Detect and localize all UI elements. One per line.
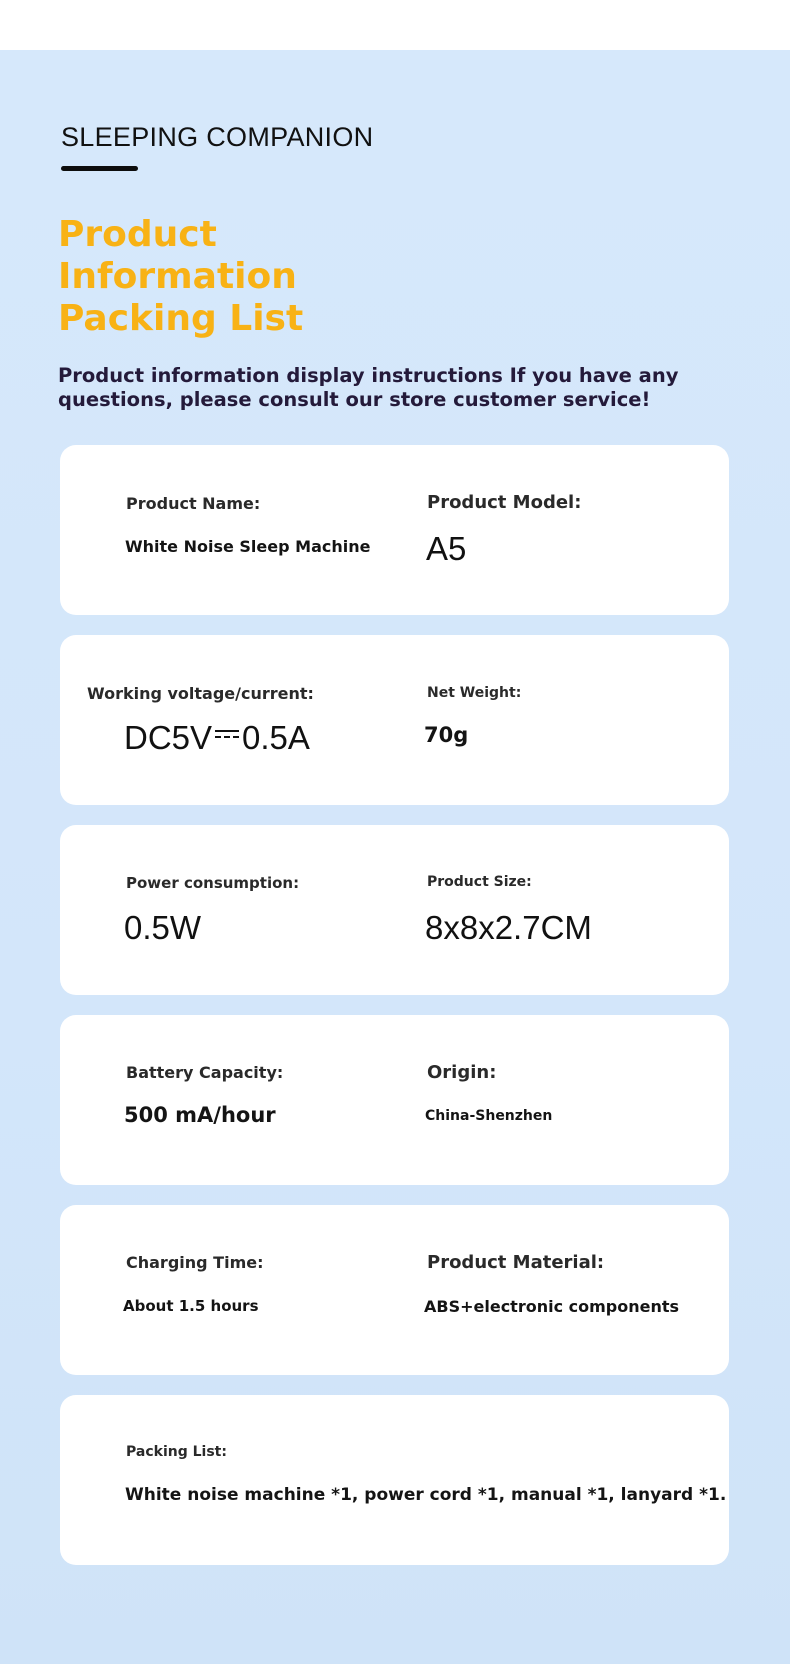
spec-card-voltage-weight [60, 635, 729, 805]
packing-value: White noise machine *1, power cord *1, manual *1, lanyard *1. [125, 1485, 727, 1505]
packing-label: Packing List: [126, 1444, 227, 1460]
size-label: Product Size: [427, 874, 532, 890]
spec-card-packing-list [60, 1395, 729, 1565]
page-title [58, 214, 303, 340]
power-value: 0.5W [124, 909, 202, 946]
origin-label: Origin: [427, 1062, 497, 1083]
charging-label: Charging Time: [126, 1253, 264, 1272]
charging-value: About 1.5 hours [123, 1297, 259, 1315]
battery-label: Battery Capacity: [126, 1063, 284, 1082]
product-name-label: Product Name: [126, 494, 261, 513]
spec-card-name-model [60, 445, 729, 615]
battery-value: 500 mA/hour [124, 1103, 276, 1127]
title-line-3: Packing List [58, 298, 304, 339]
product-model-label: Product Model: [427, 492, 582, 513]
material-label: Product Material: [427, 1252, 605, 1273]
net-weight-label: Net Weight: [427, 685, 522, 701]
power-label: Power consumption: [126, 874, 300, 892]
voltage-value [124, 719, 310, 757]
top-white-strip [0, 0, 790, 50]
product-name-value: White Noise Sleep Machine [125, 537, 371, 556]
voltage-label: Working voltage/current: [87, 684, 314, 703]
intro-text: Product information display instructions If you have any questions, please consult our store customer service! [58, 364, 679, 411]
origin-value: China-Shenzhen [425, 1108, 553, 1124]
section-kicker: SLEEPING COMPANION [61, 122, 374, 152]
kicker-underline [61, 166, 138, 171]
product-model-value: A5 [426, 530, 467, 567]
spec-card-charging-material [60, 1205, 729, 1375]
spec-card-power-size [60, 825, 729, 995]
title-line-1: Product [58, 214, 217, 255]
dc-symbol-icon [214, 725, 240, 745]
material-value: ABS+electronic components [424, 1297, 680, 1316]
size-value: 8x8x2.7CM [425, 909, 592, 946]
voltage-value-current: 0.5A [242, 719, 310, 756]
net-weight-value: 70g [424, 723, 469, 747]
voltage-value-dc: DC5V [124, 719, 213, 756]
title-line-2: Information [58, 256, 297, 297]
spec-card-battery-origin [60, 1015, 729, 1185]
